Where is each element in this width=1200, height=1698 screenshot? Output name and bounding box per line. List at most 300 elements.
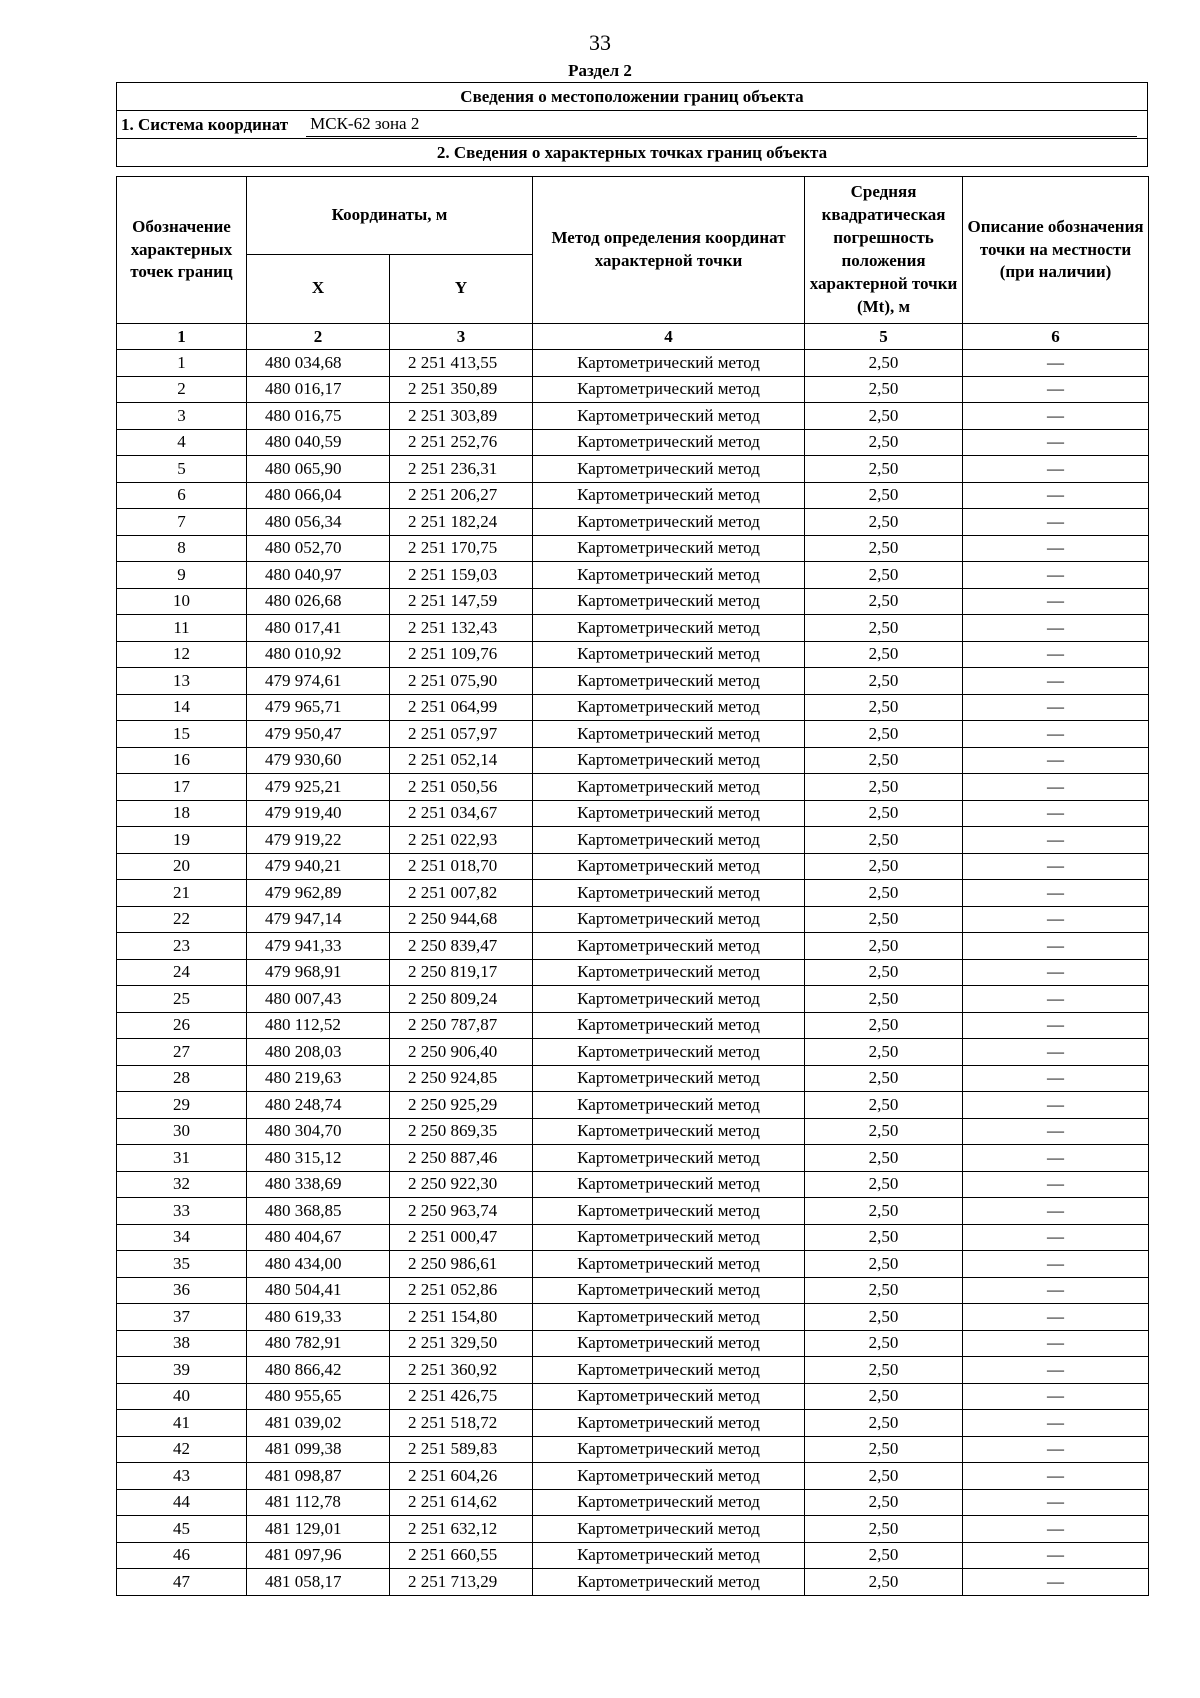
x-coordinate-cell: 480 056,34 — [247, 509, 390, 536]
description-cell: — — [963, 774, 1149, 801]
x-coordinate-cell: 481 129,01 — [247, 1516, 390, 1543]
error-cell: 2,50 — [805, 1330, 963, 1357]
point-number-cell: 5 — [117, 456, 247, 483]
description-cell: — — [963, 403, 1149, 430]
error-cell: 2,50 — [805, 1065, 963, 1092]
error-cell: 2,50 — [805, 641, 963, 668]
table-row — [117, 535, 1149, 562]
y-coordinate-cell: 2 251 589,83 — [390, 1436, 533, 1463]
x-coordinate-cell: 480 040,97 — [247, 562, 390, 589]
point-number-cell: 35 — [117, 1251, 247, 1278]
point-number-cell: 17 — [117, 774, 247, 801]
y-coordinate-cell: 2 251 154,80 — [390, 1304, 533, 1331]
error-cell: 2,50 — [805, 1251, 963, 1278]
header-y: Y — [390, 254, 533, 323]
x-coordinate-cell: 479 974,61 — [247, 668, 390, 695]
error-cell: 2,50 — [805, 933, 963, 960]
description-cell: — — [963, 747, 1149, 774]
table-row — [117, 986, 1149, 1013]
point-number-cell: 44 — [117, 1489, 247, 1516]
method-cell: Картометрический метод — [533, 1516, 805, 1543]
description-cell: — — [963, 588, 1149, 615]
method-cell: Картометрический метод — [533, 827, 805, 854]
description-cell: — — [963, 1224, 1149, 1251]
x-coordinate-cell: 480 010,92 — [247, 641, 390, 668]
error-cell: 2,50 — [805, 403, 963, 430]
point-number-cell: 36 — [117, 1277, 247, 1304]
method-cell: Картометрический метод — [533, 1092, 805, 1119]
x-coordinate-cell: 480 034,68 — [247, 350, 390, 377]
table-row — [117, 429, 1149, 456]
point-number-cell: 6 — [117, 482, 247, 509]
y-coordinate-cell: 2 251 050,56 — [390, 774, 533, 801]
description-cell: — — [963, 933, 1149, 960]
table-row — [117, 1410, 1149, 1437]
description-cell: — — [963, 1039, 1149, 1066]
table-row — [117, 1463, 1149, 1490]
column-number: 2 — [247, 324, 390, 350]
method-cell: Картометрический метод — [533, 1118, 805, 1145]
y-coordinate-cell: 2 250 787,87 — [390, 1012, 533, 1039]
method-cell: Картометрический метод — [533, 1330, 805, 1357]
error-cell: 2,50 — [805, 906, 963, 933]
x-coordinate-cell: 479 968,91 — [247, 959, 390, 986]
y-coordinate-cell: 2 251 000,47 — [390, 1224, 533, 1251]
x-coordinate-cell: 480 026,68 — [247, 588, 390, 615]
point-number-cell: 21 — [117, 880, 247, 907]
table-row — [117, 906, 1149, 933]
point-number-cell: 31 — [117, 1145, 247, 1172]
point-number-cell: 47 — [117, 1569, 247, 1596]
y-coordinate-cell: 2 251 303,89 — [390, 403, 533, 430]
y-coordinate-cell: 2 251 252,76 — [390, 429, 533, 456]
y-coordinate-cell: 2 251 360,92 — [390, 1357, 533, 1384]
x-coordinate-cell: 480 112,52 — [247, 1012, 390, 1039]
y-coordinate-cell: 2 251 052,86 — [390, 1277, 533, 1304]
method-cell: Картометрический метод — [533, 456, 805, 483]
error-cell: 2,50 — [805, 1569, 963, 1596]
x-coordinate-cell: 480 304,70 — [247, 1118, 390, 1145]
description-cell: — — [963, 959, 1149, 986]
method-cell: Картометрический метод — [533, 747, 805, 774]
point-number-cell: 7 — [117, 509, 247, 536]
description-cell: — — [963, 1463, 1149, 1490]
point-number-cell: 24 — [117, 959, 247, 986]
description-cell: — — [963, 1171, 1149, 1198]
method-cell: Картометрический метод — [533, 1569, 805, 1596]
x-coordinate-cell: 481 097,96 — [247, 1542, 390, 1569]
x-coordinate-cell: 480 016,75 — [247, 403, 390, 430]
column-number: 6 — [963, 324, 1149, 350]
error-cell: 2,50 — [805, 1145, 963, 1172]
y-coordinate-cell: 2 250 819,17 — [390, 959, 533, 986]
y-coordinate-cell: 2 251 109,76 — [390, 641, 533, 668]
y-coordinate-cell: 2 250 986,61 — [390, 1251, 533, 1278]
x-coordinate-cell: 481 099,38 — [247, 1436, 390, 1463]
x-coordinate-cell: 480 052,70 — [247, 535, 390, 562]
point-number-cell: 30 — [117, 1118, 247, 1145]
table-row — [117, 1357, 1149, 1384]
table-row — [117, 1012, 1149, 1039]
point-number-cell: 1 — [117, 350, 247, 377]
method-cell: Картометрический метод — [533, 535, 805, 562]
table-row — [117, 1489, 1149, 1516]
error-cell: 2,50 — [805, 562, 963, 589]
description-cell: — — [963, 986, 1149, 1013]
y-coordinate-cell: 2 250 963,74 — [390, 1198, 533, 1225]
y-coordinate-cell: 2 250 839,47 — [390, 933, 533, 960]
description-cell: — — [963, 906, 1149, 933]
x-coordinate-cell: 480 219,63 — [247, 1065, 390, 1092]
description-cell: — — [963, 429, 1149, 456]
point-number-cell: 39 — [117, 1357, 247, 1384]
error-cell: 2,50 — [805, 668, 963, 695]
method-cell: Картометрический метод — [533, 668, 805, 695]
point-number-cell: 26 — [117, 1012, 247, 1039]
error-cell: 2,50 — [805, 959, 963, 986]
point-number-cell: 22 — [117, 906, 247, 933]
page-number: 33 — [589, 30, 611, 55]
characteristic-points-table — [116, 176, 1149, 1596]
method-cell: Картометрический метод — [533, 1542, 805, 1569]
method-cell: Картометрический метод — [533, 1171, 805, 1198]
y-coordinate-cell: 2 251 057,97 — [390, 721, 533, 748]
point-number-cell: 43 — [117, 1463, 247, 1490]
x-coordinate-cell: 481 098,87 — [247, 1463, 390, 1490]
y-coordinate-cell: 2 250 944,68 — [390, 906, 533, 933]
x-coordinate-cell: 480 065,90 — [247, 456, 390, 483]
y-coordinate-cell: 2 251 329,50 — [390, 1330, 533, 1357]
table-row — [117, 1277, 1149, 1304]
point-number-cell: 14 — [117, 694, 247, 721]
description-cell: — — [963, 1330, 1149, 1357]
point-number-cell: 23 — [117, 933, 247, 960]
error-cell: 2,50 — [805, 694, 963, 721]
header-coordinates: Координаты, м — [247, 177, 533, 255]
y-coordinate-cell: 2 251 132,43 — [390, 615, 533, 642]
table-title: Сведения о местоположении границ объекта — [117, 83, 1148, 111]
header-designation: Обозначение характерных точек границ — [117, 177, 247, 324]
error-cell: 2,50 — [805, 1383, 963, 1410]
method-cell: Картометрический метод — [533, 853, 805, 880]
error-cell: 2,50 — [805, 1516, 963, 1543]
column-number: 3 — [390, 324, 533, 350]
table-row — [117, 1436, 1149, 1463]
y-coordinate-cell: 2 251 426,75 — [390, 1383, 533, 1410]
y-coordinate-cell: 2 251 064,99 — [390, 694, 533, 721]
x-coordinate-cell: 480 017,41 — [247, 615, 390, 642]
x-coordinate-cell: 480 368,85 — [247, 1198, 390, 1225]
x-coordinate-cell: 479 947,14 — [247, 906, 390, 933]
method-cell: Картометрический метод — [533, 933, 805, 960]
y-coordinate-cell: 2 251 518,72 — [390, 1410, 533, 1437]
table-row — [117, 509, 1149, 536]
method-cell: Картометрический метод — [533, 1383, 805, 1410]
error-cell: 2,50 — [805, 827, 963, 854]
x-coordinate-cell: 479 965,71 — [247, 694, 390, 721]
method-cell: Картометрический метод — [533, 641, 805, 668]
table-row — [117, 1065, 1149, 1092]
point-number-cell: 15 — [117, 721, 247, 748]
description-cell: — — [963, 456, 1149, 483]
description-cell: — — [963, 1251, 1149, 1278]
table-row — [117, 933, 1149, 960]
method-cell: Картометрический метод — [533, 721, 805, 748]
method-cell: Картометрический метод — [533, 615, 805, 642]
table-row — [117, 959, 1149, 986]
x-coordinate-cell: 480 016,17 — [247, 376, 390, 403]
description-cell: — — [963, 641, 1149, 668]
point-number-cell: 41 — [117, 1410, 247, 1437]
error-cell: 2,50 — [805, 1436, 963, 1463]
table-row — [117, 403, 1149, 430]
column-number: 5 — [805, 324, 963, 350]
method-cell: Картометрический метод — [533, 906, 805, 933]
method-cell: Картометрический метод — [533, 1463, 805, 1490]
error-cell: 2,50 — [805, 1463, 963, 1490]
x-coordinate-cell: 481 112,78 — [247, 1489, 390, 1516]
table-row — [117, 1542, 1149, 1569]
x-coordinate-cell: 480 504,41 — [247, 1277, 390, 1304]
column-number: 1 — [117, 324, 247, 350]
point-number-cell: 42 — [117, 1436, 247, 1463]
error-cell: 2,50 — [805, 800, 963, 827]
x-coordinate-cell: 480 338,69 — [247, 1171, 390, 1198]
error-cell: 2,50 — [805, 986, 963, 1013]
x-coordinate-cell: 480 866,42 — [247, 1357, 390, 1384]
y-coordinate-cell: 2 250 887,46 — [390, 1145, 533, 1172]
error-cell: 2,50 — [805, 350, 963, 377]
description-cell: — — [963, 827, 1149, 854]
x-coordinate-cell: 480 404,67 — [247, 1224, 390, 1251]
y-coordinate-cell: 2 251 018,70 — [390, 853, 533, 880]
y-coordinate-cell: 2 251 236,31 — [390, 456, 533, 483]
error-cell: 2,50 — [805, 1198, 963, 1225]
point-number-cell: 20 — [117, 853, 247, 880]
description-cell: — — [963, 1065, 1149, 1092]
header-method: Метод определения координат характерной точки — [533, 177, 805, 324]
table-row — [117, 482, 1149, 509]
error-cell: 2,50 — [805, 721, 963, 748]
description-cell: — — [963, 1277, 1149, 1304]
method-cell: Картометрический метод — [533, 482, 805, 509]
method-cell: Картометрический метод — [533, 1251, 805, 1278]
description-cell: — — [963, 482, 1149, 509]
description-cell: — — [963, 694, 1149, 721]
table-row — [117, 1145, 1149, 1172]
table-row — [117, 800, 1149, 827]
y-coordinate-cell: 2 251 147,59 — [390, 588, 533, 615]
y-coordinate-cell: 2 250 809,24 — [390, 986, 533, 1013]
object-location-header-table — [116, 82, 1148, 167]
method-cell: Картометрический метод — [533, 562, 805, 589]
description-cell: — — [963, 1304, 1149, 1331]
x-coordinate-cell: 479 941,33 — [247, 933, 390, 960]
error-cell: 2,50 — [805, 1304, 963, 1331]
description-cell: — — [963, 1145, 1149, 1172]
point-number-cell: 19 — [117, 827, 247, 854]
point-number-cell: 10 — [117, 588, 247, 615]
error-cell: 2,50 — [805, 1410, 963, 1437]
point-number-cell: 2 — [117, 376, 247, 403]
table-row — [117, 1171, 1149, 1198]
method-cell: Картометрический метод — [533, 959, 805, 986]
y-coordinate-cell: 2 250 869,35 — [390, 1118, 533, 1145]
description-cell: — — [963, 721, 1149, 748]
description-cell: — — [963, 535, 1149, 562]
error-cell: 2,50 — [805, 1012, 963, 1039]
error-cell: 2,50 — [805, 509, 963, 536]
table-row — [117, 1304, 1149, 1331]
y-coordinate-cell: 2 251 170,75 — [390, 535, 533, 562]
description-cell: — — [963, 1118, 1149, 1145]
table-row — [117, 1118, 1149, 1145]
y-coordinate-cell: 2 251 632,12 — [390, 1516, 533, 1543]
error-cell: 2,50 — [805, 1357, 963, 1384]
y-coordinate-cell: 2 250 906,40 — [390, 1039, 533, 1066]
table-row — [117, 1039, 1149, 1066]
method-cell: Картометрический метод — [533, 403, 805, 430]
point-number-cell: 27 — [117, 1039, 247, 1066]
column-numbers-row — [117, 324, 1149, 350]
point-number-cell: 46 — [117, 1542, 247, 1569]
error-cell: 2,50 — [805, 535, 963, 562]
table-row — [117, 350, 1149, 377]
table-row — [117, 721, 1149, 748]
description-cell: — — [963, 853, 1149, 880]
coordinate-system-label: 1. Система координат — [121, 115, 289, 134]
method-cell: Картометрический метод — [533, 350, 805, 377]
x-coordinate-cell: 480 782,91 — [247, 1330, 390, 1357]
table-row — [117, 1224, 1149, 1251]
y-coordinate-cell: 2 250 925,29 — [390, 1092, 533, 1119]
table-row — [117, 827, 1149, 854]
method-cell: Картометрический метод — [533, 1012, 805, 1039]
description-cell: — — [963, 1410, 1149, 1437]
table-row — [117, 1198, 1149, 1225]
x-coordinate-cell: 479 962,89 — [247, 880, 390, 907]
point-number-cell: 12 — [117, 641, 247, 668]
y-coordinate-cell: 2 251 052,14 — [390, 747, 533, 774]
error-cell: 2,50 — [805, 1118, 963, 1145]
method-cell: Картометрический метод — [533, 429, 805, 456]
point-number-cell: 18 — [117, 800, 247, 827]
y-coordinate-cell: 2 251 075,90 — [390, 668, 533, 695]
column-number: 4 — [533, 324, 805, 350]
point-number-cell: 38 — [117, 1330, 247, 1357]
x-coordinate-cell: 481 039,02 — [247, 1410, 390, 1437]
method-cell: Картометрический метод — [533, 1489, 805, 1516]
error-cell: 2,50 — [805, 376, 963, 403]
description-cell: — — [963, 509, 1149, 536]
error-cell: 2,50 — [805, 1171, 963, 1198]
error-cell: 2,50 — [805, 615, 963, 642]
x-coordinate-cell: 480 315,12 — [247, 1145, 390, 1172]
description-cell: — — [963, 1542, 1149, 1569]
header-x: X — [247, 254, 390, 323]
x-coordinate-cell: 480 248,74 — [247, 1092, 390, 1119]
description-cell: — — [963, 1357, 1149, 1384]
table-row — [117, 1092, 1149, 1119]
method-cell: Картометрический метод — [533, 1436, 805, 1463]
table-row — [117, 880, 1149, 907]
description-cell: — — [963, 376, 1149, 403]
error-cell: 2,50 — [805, 1039, 963, 1066]
x-coordinate-cell: 479 950,47 — [247, 721, 390, 748]
y-coordinate-cell: 2 251 660,55 — [390, 1542, 533, 1569]
description-cell: — — [963, 350, 1149, 377]
table-row — [117, 1569, 1149, 1596]
table-row — [117, 853, 1149, 880]
error-cell: 2,50 — [805, 429, 963, 456]
method-cell: Картометрический метод — [533, 1145, 805, 1172]
x-coordinate-cell: 480 619,33 — [247, 1304, 390, 1331]
method-cell: Картометрический метод — [533, 694, 805, 721]
description-cell: — — [963, 562, 1149, 589]
x-coordinate-cell: 479 940,21 — [247, 853, 390, 880]
description-cell: — — [963, 1569, 1149, 1596]
method-cell: Картометрический метод — [533, 588, 805, 615]
y-coordinate-cell: 2 251 034,67 — [390, 800, 533, 827]
table-row — [117, 562, 1149, 589]
table-row — [117, 1383, 1149, 1410]
table-row — [117, 588, 1149, 615]
table-row — [117, 615, 1149, 642]
point-number-cell: 4 — [117, 429, 247, 456]
table-row — [117, 1516, 1149, 1543]
y-coordinate-cell: 2 251 604,26 — [390, 1463, 533, 1490]
point-number-cell: 40 — [117, 1383, 247, 1410]
point-number-cell: 33 — [117, 1198, 247, 1225]
description-cell: — — [963, 668, 1149, 695]
table-row — [117, 456, 1149, 483]
error-cell: 2,50 — [805, 853, 963, 880]
x-coordinate-cell: 479 919,22 — [247, 827, 390, 854]
method-cell: Картометрический метод — [533, 1357, 805, 1384]
description-cell: — — [963, 1383, 1149, 1410]
table-row — [117, 1251, 1149, 1278]
method-cell: Картометрический метод — [533, 1224, 805, 1251]
method-cell: Картометрический метод — [533, 986, 805, 1013]
point-number-cell: 34 — [117, 1224, 247, 1251]
method-cell: Картометрический метод — [533, 376, 805, 403]
section-title: Раздел 2 — [568, 61, 632, 80]
method-cell: Картометрический метод — [533, 509, 805, 536]
x-coordinate-cell: 479 930,60 — [247, 747, 390, 774]
description-cell: — — [963, 1012, 1149, 1039]
description-cell: — — [963, 1436, 1149, 1463]
table-row — [117, 668, 1149, 695]
table-row — [117, 747, 1149, 774]
y-coordinate-cell: 2 251 159,03 — [390, 562, 533, 589]
coordinate-system-value: МСК-62 зона 2 — [306, 114, 1137, 137]
error-cell: 2,50 — [805, 1542, 963, 1569]
y-coordinate-cell: 2 251 413,55 — [390, 350, 533, 377]
description-cell: — — [963, 1198, 1149, 1225]
y-coordinate-cell: 2 251 614,62 — [390, 1489, 533, 1516]
table-row — [117, 1330, 1149, 1357]
point-number-cell: 3 — [117, 403, 247, 430]
description-cell: — — [963, 1092, 1149, 1119]
error-cell: 2,50 — [805, 456, 963, 483]
coordinate-system-row — [117, 111, 1148, 139]
x-coordinate-cell: 479 919,40 — [247, 800, 390, 827]
point-number-cell: 13 — [117, 668, 247, 695]
error-cell: 2,50 — [805, 880, 963, 907]
x-coordinate-cell: 480 208,03 — [247, 1039, 390, 1066]
point-number-cell: 32 — [117, 1171, 247, 1198]
method-cell: Картометрический метод — [533, 1065, 805, 1092]
